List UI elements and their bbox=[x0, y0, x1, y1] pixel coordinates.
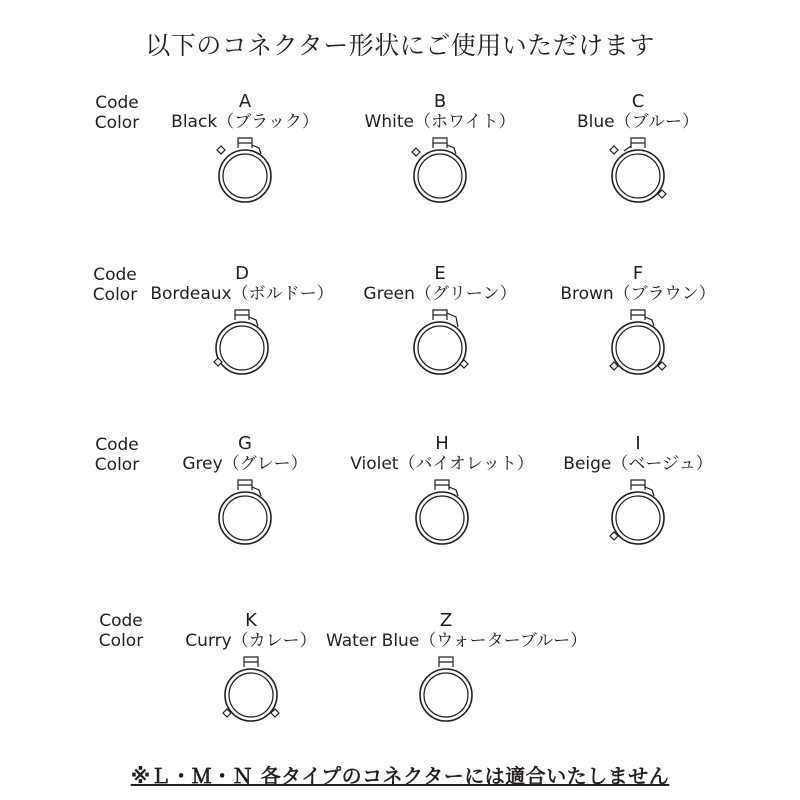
connector-outer-ring bbox=[612, 322, 664, 374]
connector-tab bbox=[238, 480, 252, 490]
connector-code: F bbox=[632, 263, 644, 284]
connector-tab bbox=[435, 480, 449, 490]
connector-code: Z bbox=[439, 610, 453, 631]
code-label: Code bbox=[93, 265, 137, 285]
connector-tab bbox=[631, 138, 645, 148]
connector-outline-icon bbox=[205, 134, 285, 216]
connector-code: K bbox=[245, 610, 257, 631]
connector-icon bbox=[205, 134, 285, 216]
color-label: Color bbox=[94, 113, 140, 133]
connector-inner-ring bbox=[418, 154, 462, 198]
connector-key-mark bbox=[610, 146, 618, 154]
connector-outer-ring bbox=[414, 322, 466, 374]
connector-color: Water Blue（ウォーターブルー） bbox=[326, 631, 588, 651]
connector-outline-icon bbox=[598, 476, 678, 558]
connector-code: E bbox=[434, 263, 446, 284]
color-label: Color bbox=[98, 631, 144, 651]
connector-outer-ring bbox=[219, 492, 271, 544]
connector-code: C bbox=[631, 91, 645, 112]
connector-item-f bbox=[518, 264, 758, 304]
connector-notch bbox=[624, 146, 631, 151]
connector-key-mark bbox=[460, 360, 468, 368]
connector-color: Beige（ベージュ） bbox=[563, 454, 713, 474]
connector-outer-ring bbox=[416, 492, 468, 544]
connector-code: D bbox=[235, 263, 249, 284]
connector-outline-icon bbox=[400, 306, 480, 388]
connector-icon bbox=[205, 476, 285, 558]
connector-color: Blue（ブルー） bbox=[577, 112, 699, 132]
connector-outer-ring bbox=[612, 492, 664, 544]
code-label: Code bbox=[95, 435, 139, 455]
connector-inner-ring bbox=[616, 496, 660, 540]
connector-inner-ring bbox=[223, 496, 267, 540]
connector-icon bbox=[598, 134, 678, 216]
connector-outline-icon bbox=[598, 306, 678, 388]
connector-tab bbox=[238, 138, 252, 148]
connector-icon bbox=[402, 476, 482, 558]
connector-outer-ring bbox=[612, 150, 664, 202]
connector-inner-ring bbox=[616, 154, 660, 198]
color-label: Color bbox=[94, 455, 140, 475]
connector-icon bbox=[598, 476, 678, 558]
connector-code: G bbox=[238, 433, 252, 454]
connector-icon bbox=[406, 653, 486, 735]
connector-item-i bbox=[518, 434, 758, 474]
compatibility-note: ※Ｌ・Ｍ・Ｎ 各タイプのコネクターには適合いたしません bbox=[130, 764, 670, 788]
connector-inner-ring bbox=[420, 496, 464, 540]
connector-outline-icon bbox=[402, 476, 482, 558]
connector-inner-ring bbox=[418, 326, 462, 370]
code-label: Code bbox=[99, 611, 143, 631]
connector-outer-ring bbox=[414, 150, 466, 202]
connector-tab bbox=[235, 310, 249, 320]
connector-color: Grey（グレー） bbox=[182, 454, 308, 474]
connector-outer-ring bbox=[219, 150, 271, 202]
connector-color: White（ホワイト） bbox=[364, 112, 516, 132]
connector-outline-icon bbox=[406, 653, 486, 735]
connector-outer-ring bbox=[216, 322, 268, 374]
connector-code: H bbox=[435, 433, 449, 454]
connector-key-mark bbox=[214, 358, 222, 366]
connector-tab bbox=[433, 138, 447, 148]
connector-icon bbox=[400, 306, 480, 388]
connector-tab bbox=[244, 657, 258, 667]
connector-tab bbox=[631, 310, 645, 320]
connector-outline-icon bbox=[211, 653, 291, 735]
connector-color: Violet（バイオレット） bbox=[350, 454, 534, 474]
color-label: Color bbox=[92, 285, 138, 305]
connector-outline-icon bbox=[598, 134, 678, 216]
connector-item-z bbox=[326, 610, 588, 651]
connector-tab bbox=[631, 480, 645, 490]
connector-item-c bbox=[518, 92, 758, 132]
connector-color: Black（ブラック） bbox=[171, 112, 319, 132]
connector-tab bbox=[439, 657, 453, 667]
connector-icon bbox=[400, 134, 480, 216]
connector-inner-ring bbox=[220, 326, 264, 370]
connector-icon bbox=[598, 306, 678, 388]
connector-color: Brown（ブラウン） bbox=[560, 284, 716, 304]
connector-inner-ring bbox=[424, 673, 468, 717]
connector-inner-ring bbox=[223, 154, 267, 198]
connector-inner-ring bbox=[616, 326, 660, 370]
connector-outline-icon bbox=[400, 134, 480, 216]
code-label: Code bbox=[95, 93, 139, 113]
connector-icon bbox=[202, 306, 282, 388]
page-title: 以下のコネクター形状にご使用いただけます bbox=[145, 31, 655, 60]
connector-inner-ring bbox=[229, 673, 273, 717]
connector-outer-ring bbox=[420, 669, 472, 721]
connector-outer-ring bbox=[225, 669, 277, 721]
connector-icon bbox=[211, 653, 291, 735]
connector-color: Green（グリーン） bbox=[363, 284, 517, 304]
connector-tab bbox=[433, 310, 447, 320]
connector-key-mark bbox=[412, 148, 420, 156]
connector-key-mark bbox=[217, 146, 225, 154]
connector-outline-icon bbox=[202, 306, 282, 388]
connector-color: Curry（カレー） bbox=[185, 631, 317, 651]
connector-code: A bbox=[238, 91, 252, 112]
connector-color: Bordeaux（ボルドー） bbox=[150, 284, 334, 304]
connector-code: I bbox=[635, 433, 641, 454]
connector-outline-icon bbox=[205, 476, 285, 558]
connector-code: B bbox=[433, 91, 447, 112]
